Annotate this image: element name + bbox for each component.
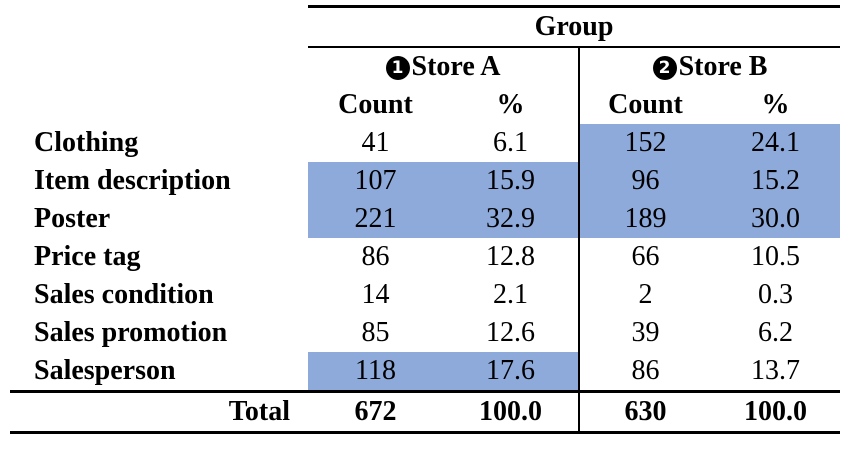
table-row	[10, 314, 840, 352]
total-row	[10, 392, 840, 433]
store-b-pct-header: %	[761, 89, 790, 120]
store-a-name: Store A	[411, 51, 501, 82]
group-header-row	[10, 7, 840, 48]
store-a-count-cell: 107	[308, 162, 443, 200]
table-row	[10, 124, 840, 162]
row-label: Item description	[34, 165, 231, 196]
store-b-name: Store B	[678, 51, 768, 82]
row-label: Sales condition	[34, 279, 214, 310]
store-b-count-cell: 39	[579, 314, 711, 352]
store-b-pct-cell: 24.1	[711, 124, 840, 162]
row-label: Poster	[34, 203, 111, 234]
store-b-count-cell: 86	[579, 352, 711, 392]
store-b-header	[579, 47, 840, 86]
total-a-count: 672	[308, 392, 443, 433]
store-a-pct-cell: 12.6	[486, 317, 535, 348]
table-row	[10, 238, 840, 276]
row-label: Sales promotion	[34, 317, 228, 348]
sub-header-row	[10, 86, 840, 124]
store-a-pct-cell: 15.9	[443, 162, 579, 200]
store-a-count-cell: 221	[308, 200, 443, 238]
store-a-count-cell: 14	[361, 279, 390, 310]
store-a-count-cell: 85	[361, 317, 390, 348]
store-b-pct-cell: 10.5	[751, 241, 801, 272]
store-b-count-header: Count	[579, 86, 711, 124]
table-row	[10, 352, 840, 392]
store-b-count-cell: 152	[579, 124, 711, 162]
store-a-count-header: Count	[338, 89, 413, 120]
header-corner-2	[10, 47, 308, 86]
store-a-count-cell: 118	[308, 352, 443, 392]
store-b-pct-cell: 30.0	[711, 200, 840, 238]
store-a-pct-header: %	[496, 89, 525, 120]
store-a-badge-icon: 1	[386, 56, 410, 80]
row-label: Salesperson	[34, 355, 176, 386]
row-label: Price tag	[34, 241, 141, 272]
store-b-pct-cell: 6.2	[758, 317, 794, 348]
table-row	[10, 162, 840, 200]
row-label: Clothing	[34, 127, 139, 158]
store-b-count-cell: 66	[579, 238, 711, 276]
store-b-count-cell: 96	[579, 162, 711, 200]
table-row	[10, 200, 840, 238]
store-a-pct-cell: 32.9	[443, 200, 579, 238]
store-a-count-cell: 86	[361, 241, 390, 272]
store-b-pct-cell: 13.7	[751, 355, 801, 386]
total-a-pct: 100.0	[443, 392, 579, 433]
total-label: Total	[10, 392, 308, 433]
store-a-header	[308, 47, 579, 86]
store-b-pct-cell: 15.2	[711, 162, 840, 200]
store-header-row	[10, 47, 840, 86]
total-b-pct: 100.0	[711, 392, 840, 433]
store-b-count-cell: 2	[579, 276, 711, 314]
total-b-count: 630	[579, 392, 711, 433]
store-a-pct-cell: 2.1	[493, 279, 528, 310]
store-a-pct-cell: 6.1	[493, 127, 528, 158]
store-a-pct-cell: 17.6	[443, 352, 579, 392]
store-b-pct-cell: 0.3	[758, 279, 794, 310]
table-body	[10, 124, 840, 392]
group-header: Group	[308, 7, 840, 48]
header-corner-3	[10, 86, 308, 124]
store-b-badge-icon: 2	[653, 56, 677, 80]
frequency-table	[10, 5, 840, 434]
store-a-count-cell: 41	[361, 127, 390, 158]
header-corner	[10, 7, 308, 48]
store-a-pct-cell: 12.8	[486, 241, 535, 272]
table-row	[10, 276, 840, 314]
store-b-count-cell: 189	[579, 200, 711, 238]
